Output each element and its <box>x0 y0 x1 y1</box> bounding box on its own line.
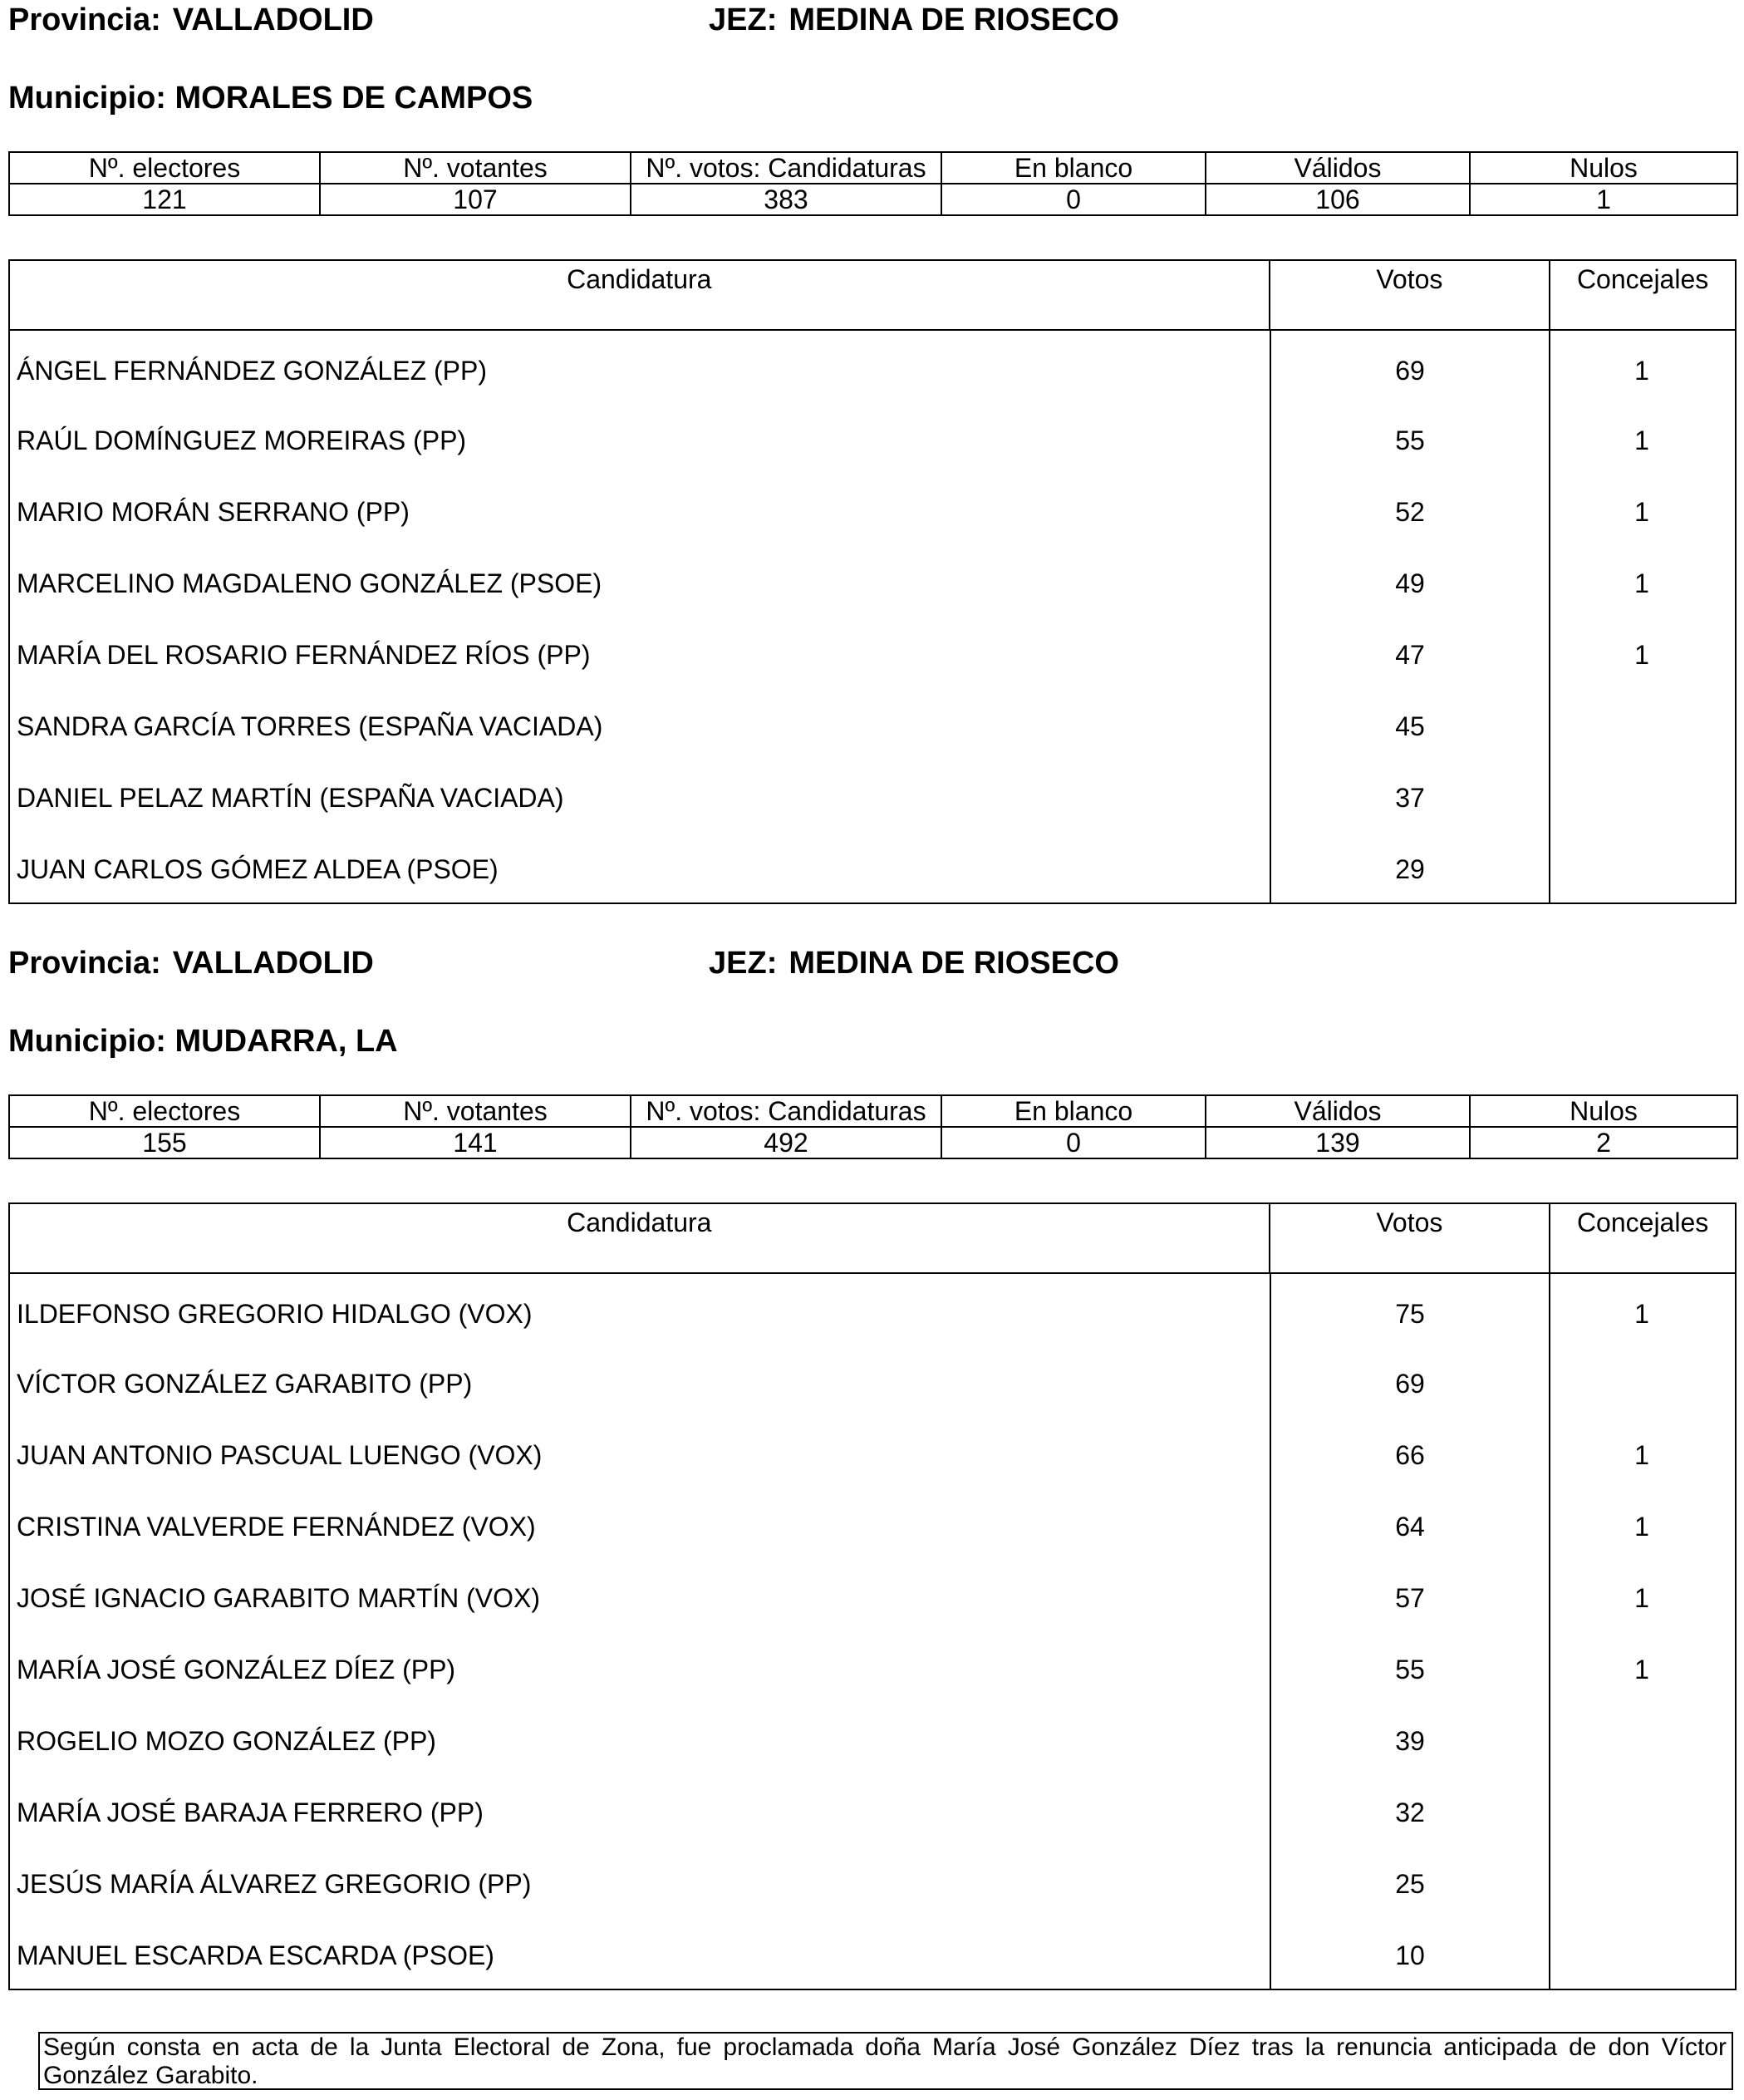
candidate-concejales <box>1549 1703 1733 1774</box>
candidate-votos: 47 <box>1270 617 1549 688</box>
candidate-name: JUAN CARLOS GÓMEZ ALDEA (PSOE) <box>17 854 499 884</box>
summary-value-row <box>9 1127 1737 1158</box>
candidate-name: ROGELIO MOZO GONZÁLEZ (PP) <box>17 1726 436 1756</box>
jez-label: JEZ: <box>709 946 778 981</box>
candidate-votos: 37 <box>1270 760 1549 831</box>
municipio-line <box>8 1022 398 1060</box>
candidate-concejales <box>1549 760 1733 831</box>
candidate-concejales: 1 <box>1549 1488 1733 1560</box>
candidate-concejales: 1 <box>1549 1631 1733 1703</box>
summary-value: 139 <box>1206 1127 1470 1158</box>
summary-value: 492 <box>631 1127 941 1158</box>
candidate-concejales <box>1549 1917 1733 1989</box>
candidate-row <box>10 331 1735 402</box>
municipio-label: Municipio: <box>8 1024 166 1059</box>
candidate-name: MARIO MORÁN SERRANO (PP) <box>17 497 410 527</box>
provincia-line <box>8 1 374 39</box>
candidate-votos: 49 <box>1270 545 1549 617</box>
summary-value: 107 <box>320 184 631 215</box>
candidate-name: CRISTINA VALVERDE FERNÁNDEZ (VOX) <box>17 1512 536 1542</box>
header-candidatura: Candidatura <box>567 1207 712 1237</box>
candidate-votos: 64 <box>1270 1488 1549 1560</box>
candidates-header-row <box>10 261 1735 331</box>
candidate-concejales: 1 <box>1549 617 1733 688</box>
candidate-row <box>10 1274 1735 1345</box>
provincia-line <box>8 944 374 982</box>
candidate-row <box>10 1774 1735 1846</box>
jez-value: MEDINA DE RIOSECO <box>788 2 1119 37</box>
summary-value: 0 <box>941 184 1206 215</box>
jez-line <box>709 944 1119 982</box>
candidates-table <box>8 1202 1737 1990</box>
candidate-row <box>10 831 1735 902</box>
candidates-header-row <box>10 1204 1735 1274</box>
candidate-concejales: 1 <box>1549 1417 1733 1488</box>
candidate-concejales <box>1549 1846 1733 1917</box>
candidate-row <box>10 545 1735 617</box>
candidate-row <box>10 1488 1735 1560</box>
candidate-concejales: 1 <box>1549 474 1733 545</box>
summary-value: 0 <box>941 1127 1206 1158</box>
provincia-value: VALLADOLID <box>172 2 374 37</box>
summary-header: Nº. electores <box>9 1095 320 1127</box>
municipio-value: MUDARRA, LA <box>174 1024 398 1059</box>
candidate-votos: 52 <box>1270 474 1549 545</box>
jez-value: MEDINA DE RIOSECO <box>788 946 1119 981</box>
candidate-name: JOSÉ IGNACIO GARABITO MARTÍN (VOX) <box>17 1583 541 1613</box>
candidate-row <box>10 1560 1735 1631</box>
candidate-name: DANIEL PELAZ MARTÍN (ESPAÑA VACIADA) <box>17 783 564 813</box>
summary-header: Nº. votantes <box>320 1095 631 1127</box>
jez-line <box>709 1 1119 39</box>
municipio-value: MORALES DE CAMPOS <box>174 81 533 116</box>
candidate-row <box>10 402 1735 474</box>
candidate-votos: 39 <box>1270 1703 1549 1774</box>
candidate-row <box>10 617 1735 688</box>
candidate-name: MARÍA JOSÉ BARAJA FERRERO (PP) <box>17 1798 484 1827</box>
candidate-name: VÍCTOR GONZÁLEZ GARABITO (PP) <box>17 1369 473 1399</box>
summary-header: Nº. electores <box>9 152 320 184</box>
summary-header: Nº. votantes <box>320 152 631 184</box>
summary-header: En blanco <box>941 152 1206 184</box>
candidate-votos: 55 <box>1270 402 1549 474</box>
candidate-name: JESÚS MARÍA ÁLVAREZ GREGORIO (PP) <box>17 1869 532 1899</box>
candidate-votos: 57 <box>1270 1560 1549 1631</box>
summary-header: Nº. votos: Candidaturas <box>631 152 941 184</box>
summary-header: Válidos <box>1206 1095 1470 1127</box>
candidate-row <box>10 760 1735 831</box>
candidates-table <box>8 259 1737 904</box>
header-votos: Votos <box>1269 261 1550 329</box>
candidate-concejales <box>1549 1774 1733 1846</box>
candidate-row <box>10 1631 1735 1703</box>
summary-value: 121 <box>9 184 320 215</box>
candidate-concejales <box>1549 1345 1733 1417</box>
candidate-concejales: 1 <box>1549 1274 1733 1345</box>
provincia-value: VALLADOLID <box>172 946 374 981</box>
candidate-votos: 45 <box>1270 688 1549 760</box>
candidate-name: MARCELINO MAGDALENO GONZÁLEZ (PSOE) <box>17 568 602 598</box>
candidate-votos: 75 <box>1270 1274 1549 1345</box>
candidate-concejales <box>1549 831 1733 902</box>
summary-header: En blanco <box>941 1095 1206 1127</box>
candidate-concejales: 1 <box>1549 402 1733 474</box>
summary-header-row <box>9 152 1737 184</box>
candidate-name: ÁNGEL FERNÁNDEZ GONZÁLEZ (PP) <box>17 356 487 386</box>
summary-value-row <box>9 184 1737 215</box>
candidate-votos: 55 <box>1270 1631 1549 1703</box>
summary-header: Nulos <box>1470 152 1737 184</box>
summary-header: Nº. votos: Candidaturas <box>631 1095 941 1127</box>
candidate-name: MANUEL ESCARDA ESCARDA (PSOE) <box>17 1940 494 1970</box>
provincia-label: Provincia: <box>8 2 161 37</box>
candidate-row <box>10 1417 1735 1488</box>
candidate-votos: 32 <box>1270 1774 1549 1846</box>
candidates-body <box>10 1274 1735 1989</box>
summary-value: 141 <box>320 1127 631 1158</box>
candidate-row <box>10 1703 1735 1774</box>
summary-header: Válidos <box>1206 152 1470 184</box>
candidate-name: SANDRA GARCÍA TORRES (ESPAÑA VACIADA) <box>17 711 603 741</box>
candidate-votos: 69 <box>1270 331 1549 402</box>
candidate-votos: 10 <box>1270 1917 1549 1989</box>
candidate-concejales: 1 <box>1549 545 1733 617</box>
header-concejales: Concejales <box>1549 261 1735 329</box>
candidate-name: ILDEFONSO GREGORIO HIDALGO (VOX) <box>17 1299 533 1329</box>
header-votos: Votos <box>1269 1204 1550 1272</box>
candidate-votos: 69 <box>1270 1345 1549 1417</box>
candidate-votos: 25 <box>1270 1846 1549 1917</box>
summary-value: 155 <box>9 1127 320 1158</box>
header-concejales: Concejales <box>1549 1204 1735 1272</box>
candidate-name: MARÍA JOSÉ GONZÁLEZ DÍEZ (PP) <box>17 1655 456 1684</box>
candidate-row <box>10 1917 1735 1989</box>
candidate-concejales: 1 <box>1549 1560 1733 1631</box>
summary-header: Nulos <box>1470 1095 1737 1127</box>
summary-value: 106 <box>1206 184 1470 215</box>
summary-value: 383 <box>631 184 941 215</box>
candidate-name: MARÍA DEL ROSARIO FERNÁNDEZ RÍOS (PP) <box>17 640 591 670</box>
municipio-line <box>8 79 533 117</box>
proclamation-note: Según consta en acta de la Junta Electoral de Zona, fue proclamada doña María José González Díez tras la renuncia anticipada de don Víctor González Garabito. <box>38 2032 1733 2090</box>
summary-table <box>8 1094 1738 1159</box>
provincia-label: Provincia: <box>8 946 161 981</box>
candidate-row <box>10 688 1735 760</box>
candidate-row <box>10 1345 1735 1417</box>
candidates-body <box>10 331 1735 902</box>
candidate-votos: 66 <box>1270 1417 1549 1488</box>
candidate-name: RAÚL DOMÍNGUEZ MOREIRAS (PP) <box>17 425 467 455</box>
candidate-concejales: 1 <box>1549 331 1733 402</box>
summary-value: 1 <box>1470 184 1737 215</box>
summary-table <box>8 151 1738 216</box>
candidate-name: JUAN ANTONIO PASCUAL LUENGO (VOX) <box>17 1440 543 1470</box>
summary-value: 2 <box>1470 1127 1737 1158</box>
header-candidatura: Candidatura <box>567 264 712 294</box>
candidate-concejales <box>1549 688 1733 760</box>
candidate-votos: 29 <box>1270 831 1549 902</box>
jez-label: JEZ: <box>709 2 778 37</box>
municipio-label: Municipio: <box>8 81 166 116</box>
candidate-row <box>10 474 1735 545</box>
summary-header-row <box>9 1095 1737 1127</box>
candidate-row <box>10 1846 1735 1917</box>
